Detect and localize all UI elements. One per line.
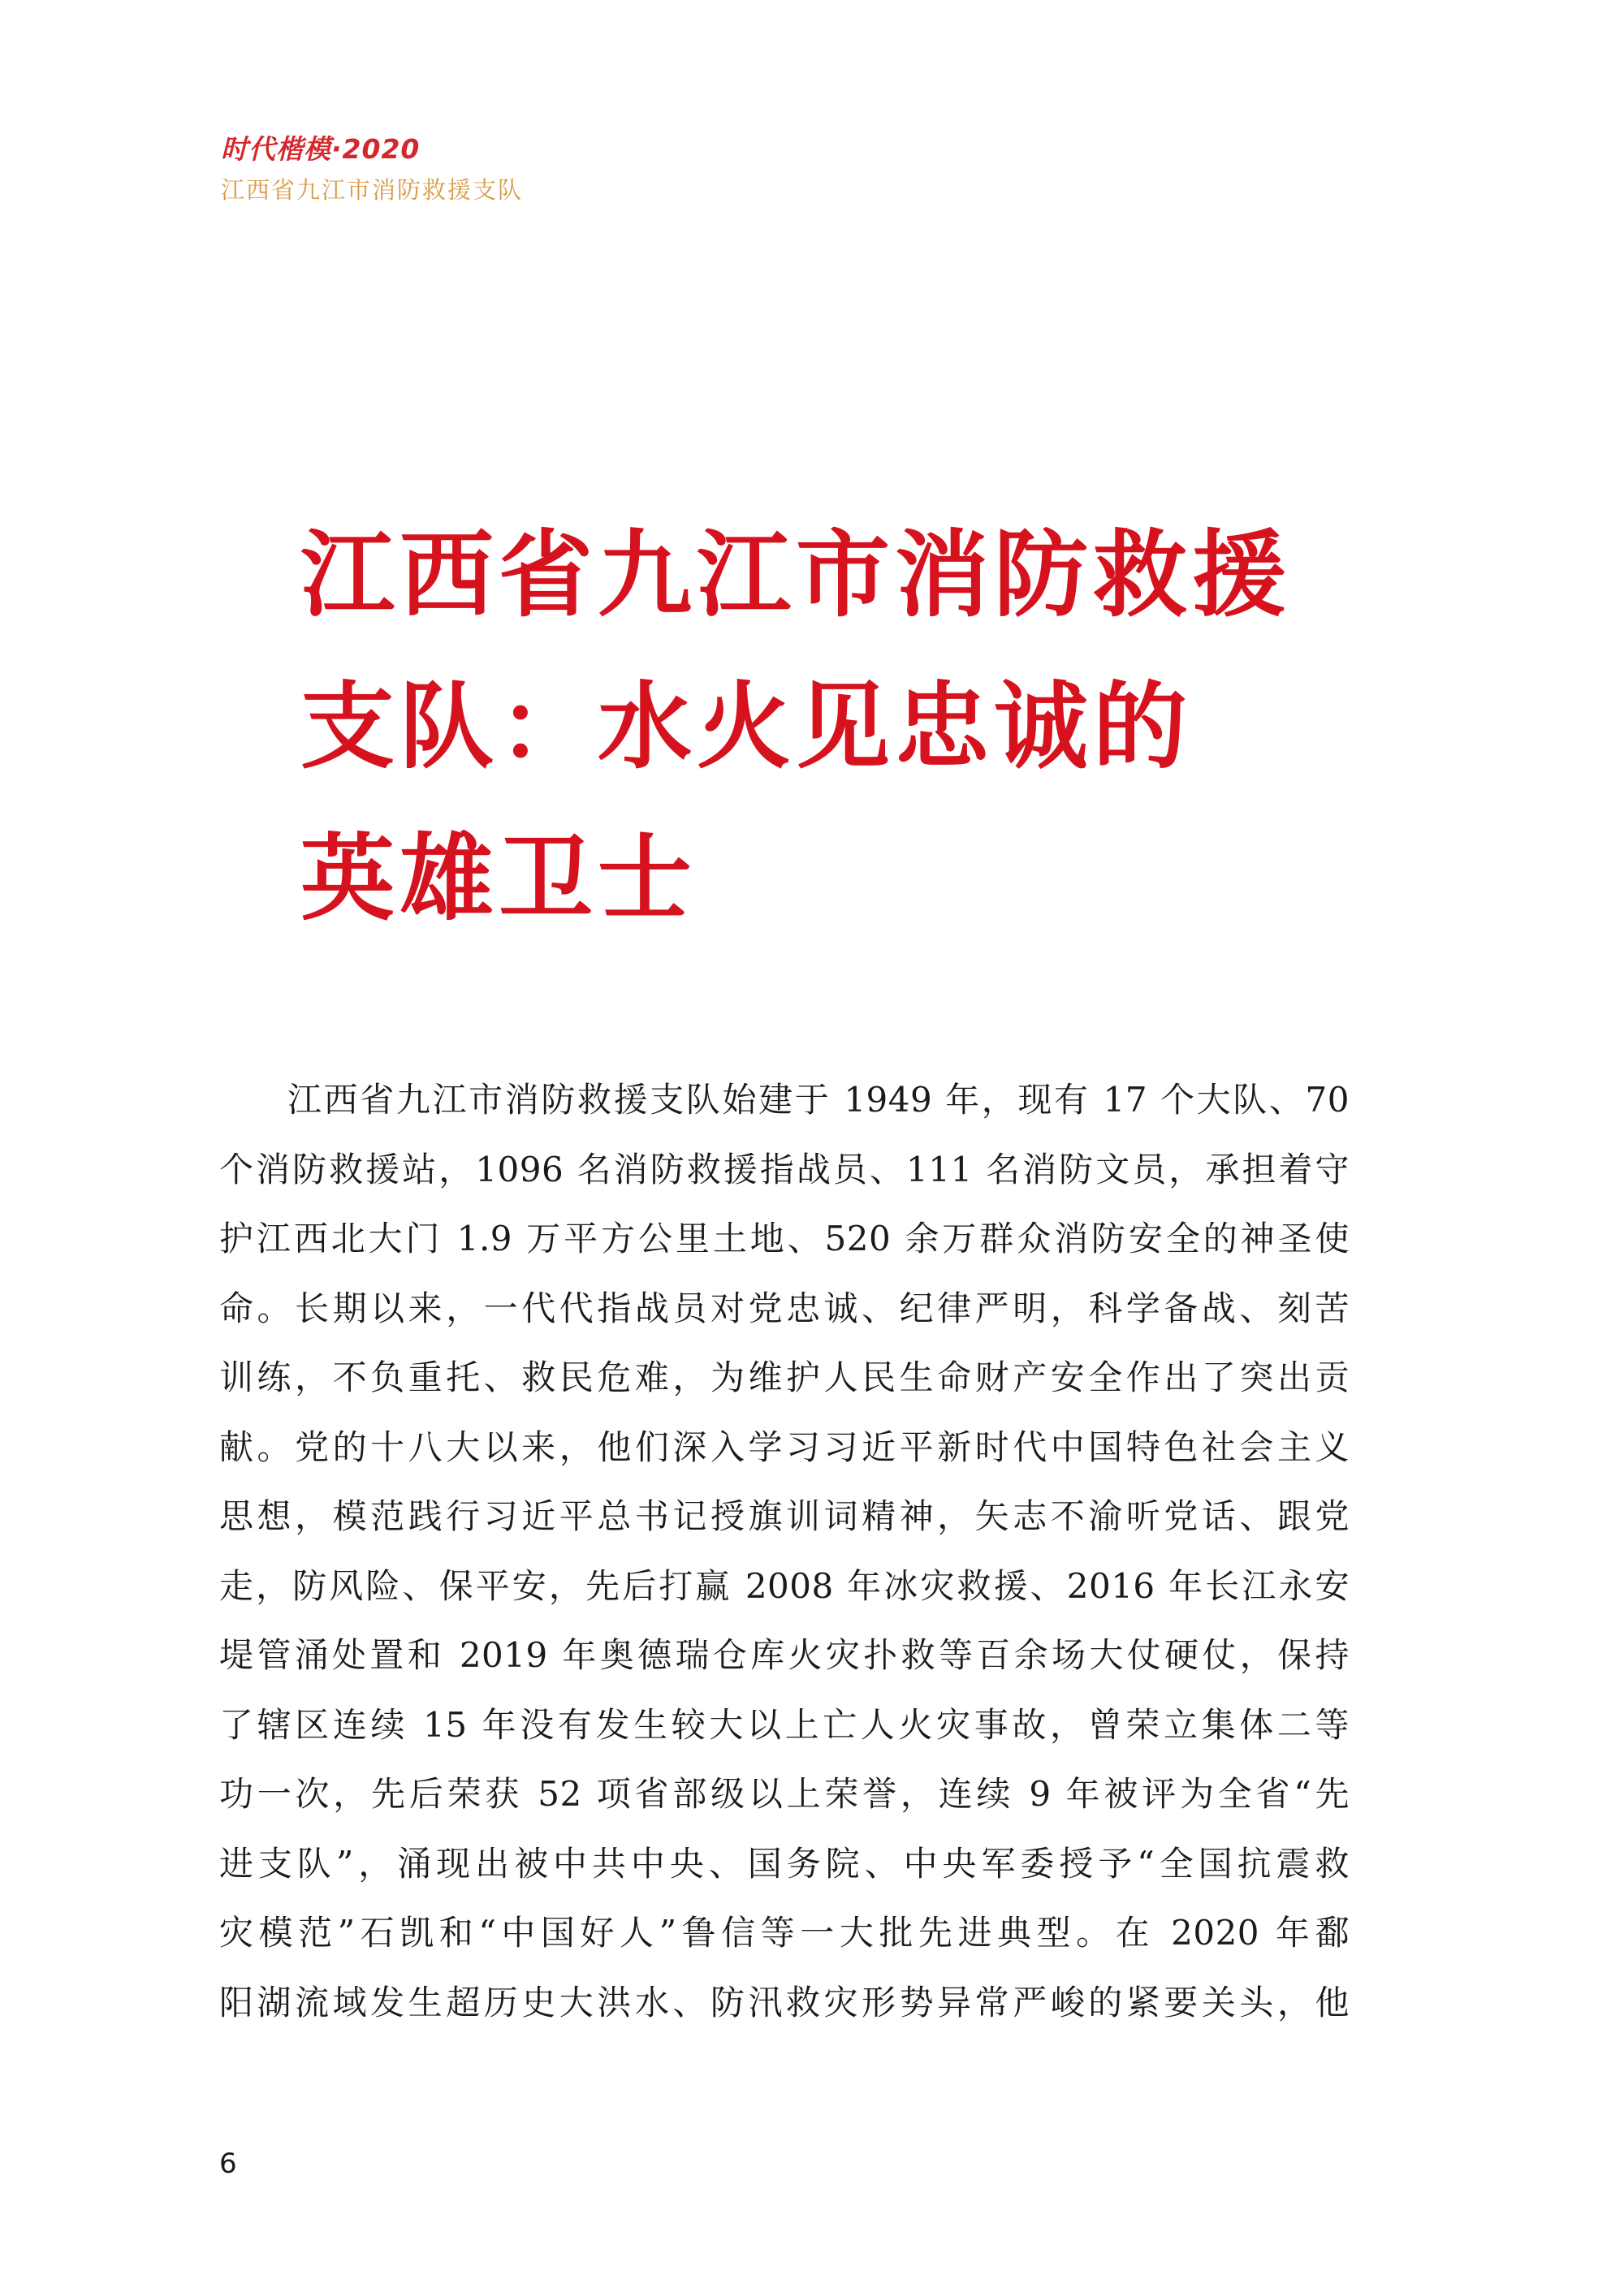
title-line: 支队：水火见忠诚的 xyxy=(300,671,1192,782)
body-line: 护江西北大门 1.9 万平方公里土地、520 余万群众消防安全的神圣使 xyxy=(219,1219,1350,1258)
body-line: 灾模范”石凯和“中国好人”鲁信等一大批先进典型。在 2020 年鄱 xyxy=(219,1913,1350,1953)
title-line: 英雄卫士 xyxy=(300,823,697,934)
body-line: 了辖区连续 15 年没有发生较大以上亡人火灾事故，曾荣立集体二等 xyxy=(219,1704,1350,1745)
body-line: 个消防救援站，1096 名消防救援指战员、111 名消防文员，承担着守 xyxy=(219,1149,1350,1189)
body-line: 献。党的十八大以来，他们深入学习习近平新时代中国特色社会主义 xyxy=(219,1427,1350,1467)
body-line: 江西省九江市消防救援支队始建于 1949 年，现有 17 个大队、70 xyxy=(287,1080,1350,1120)
title-line: 江西省九江市消防救援 xyxy=(300,520,1291,630)
series-label: 时代楷模·2020 xyxy=(221,133,421,165)
body-line: 进支队”，涌现出被中共中央、国务院、中央军委授予“全国抗震救 xyxy=(219,1843,1350,1884)
body-line: 功一次，先后荣获 52 项省部级以上荣誉，连续 9 年被评为全省“先 xyxy=(219,1774,1350,1814)
body-line: 阳湖流域发生超历史大洪水、防汛救灾形势异常严峻的紧要关头，他 xyxy=(219,1982,1350,2022)
body-line: 训练，不负重托、救民危难，为维护人民生命财产安全作出了突出贡 xyxy=(219,1358,1350,1397)
article-title xyxy=(300,499,1421,955)
body-line: 走，防风险、保平安，先后打赢 2008 年冰灾救援、2016 年长江永安 xyxy=(219,1565,1350,1606)
page-number: 6 xyxy=(219,2147,237,2180)
running-head xyxy=(221,132,952,206)
body-line: 堤管涌处置和 2019 年奥德瑞仓库火灾扑救等百余场大仗硬仗，保持 xyxy=(219,1635,1350,1675)
body-line: 思想，模范践行习近平总书记授旗训词精神，矢志不渝听党话、跟党 xyxy=(219,1496,1350,1536)
body-line: 命。长期以来，一代代指战员对党忠诚、纪律严明，科学备战、刻苦 xyxy=(219,1288,1350,1328)
article-body xyxy=(219,1065,1350,2037)
series-unit: 江西省九江市消防救援支队 xyxy=(221,176,524,204)
